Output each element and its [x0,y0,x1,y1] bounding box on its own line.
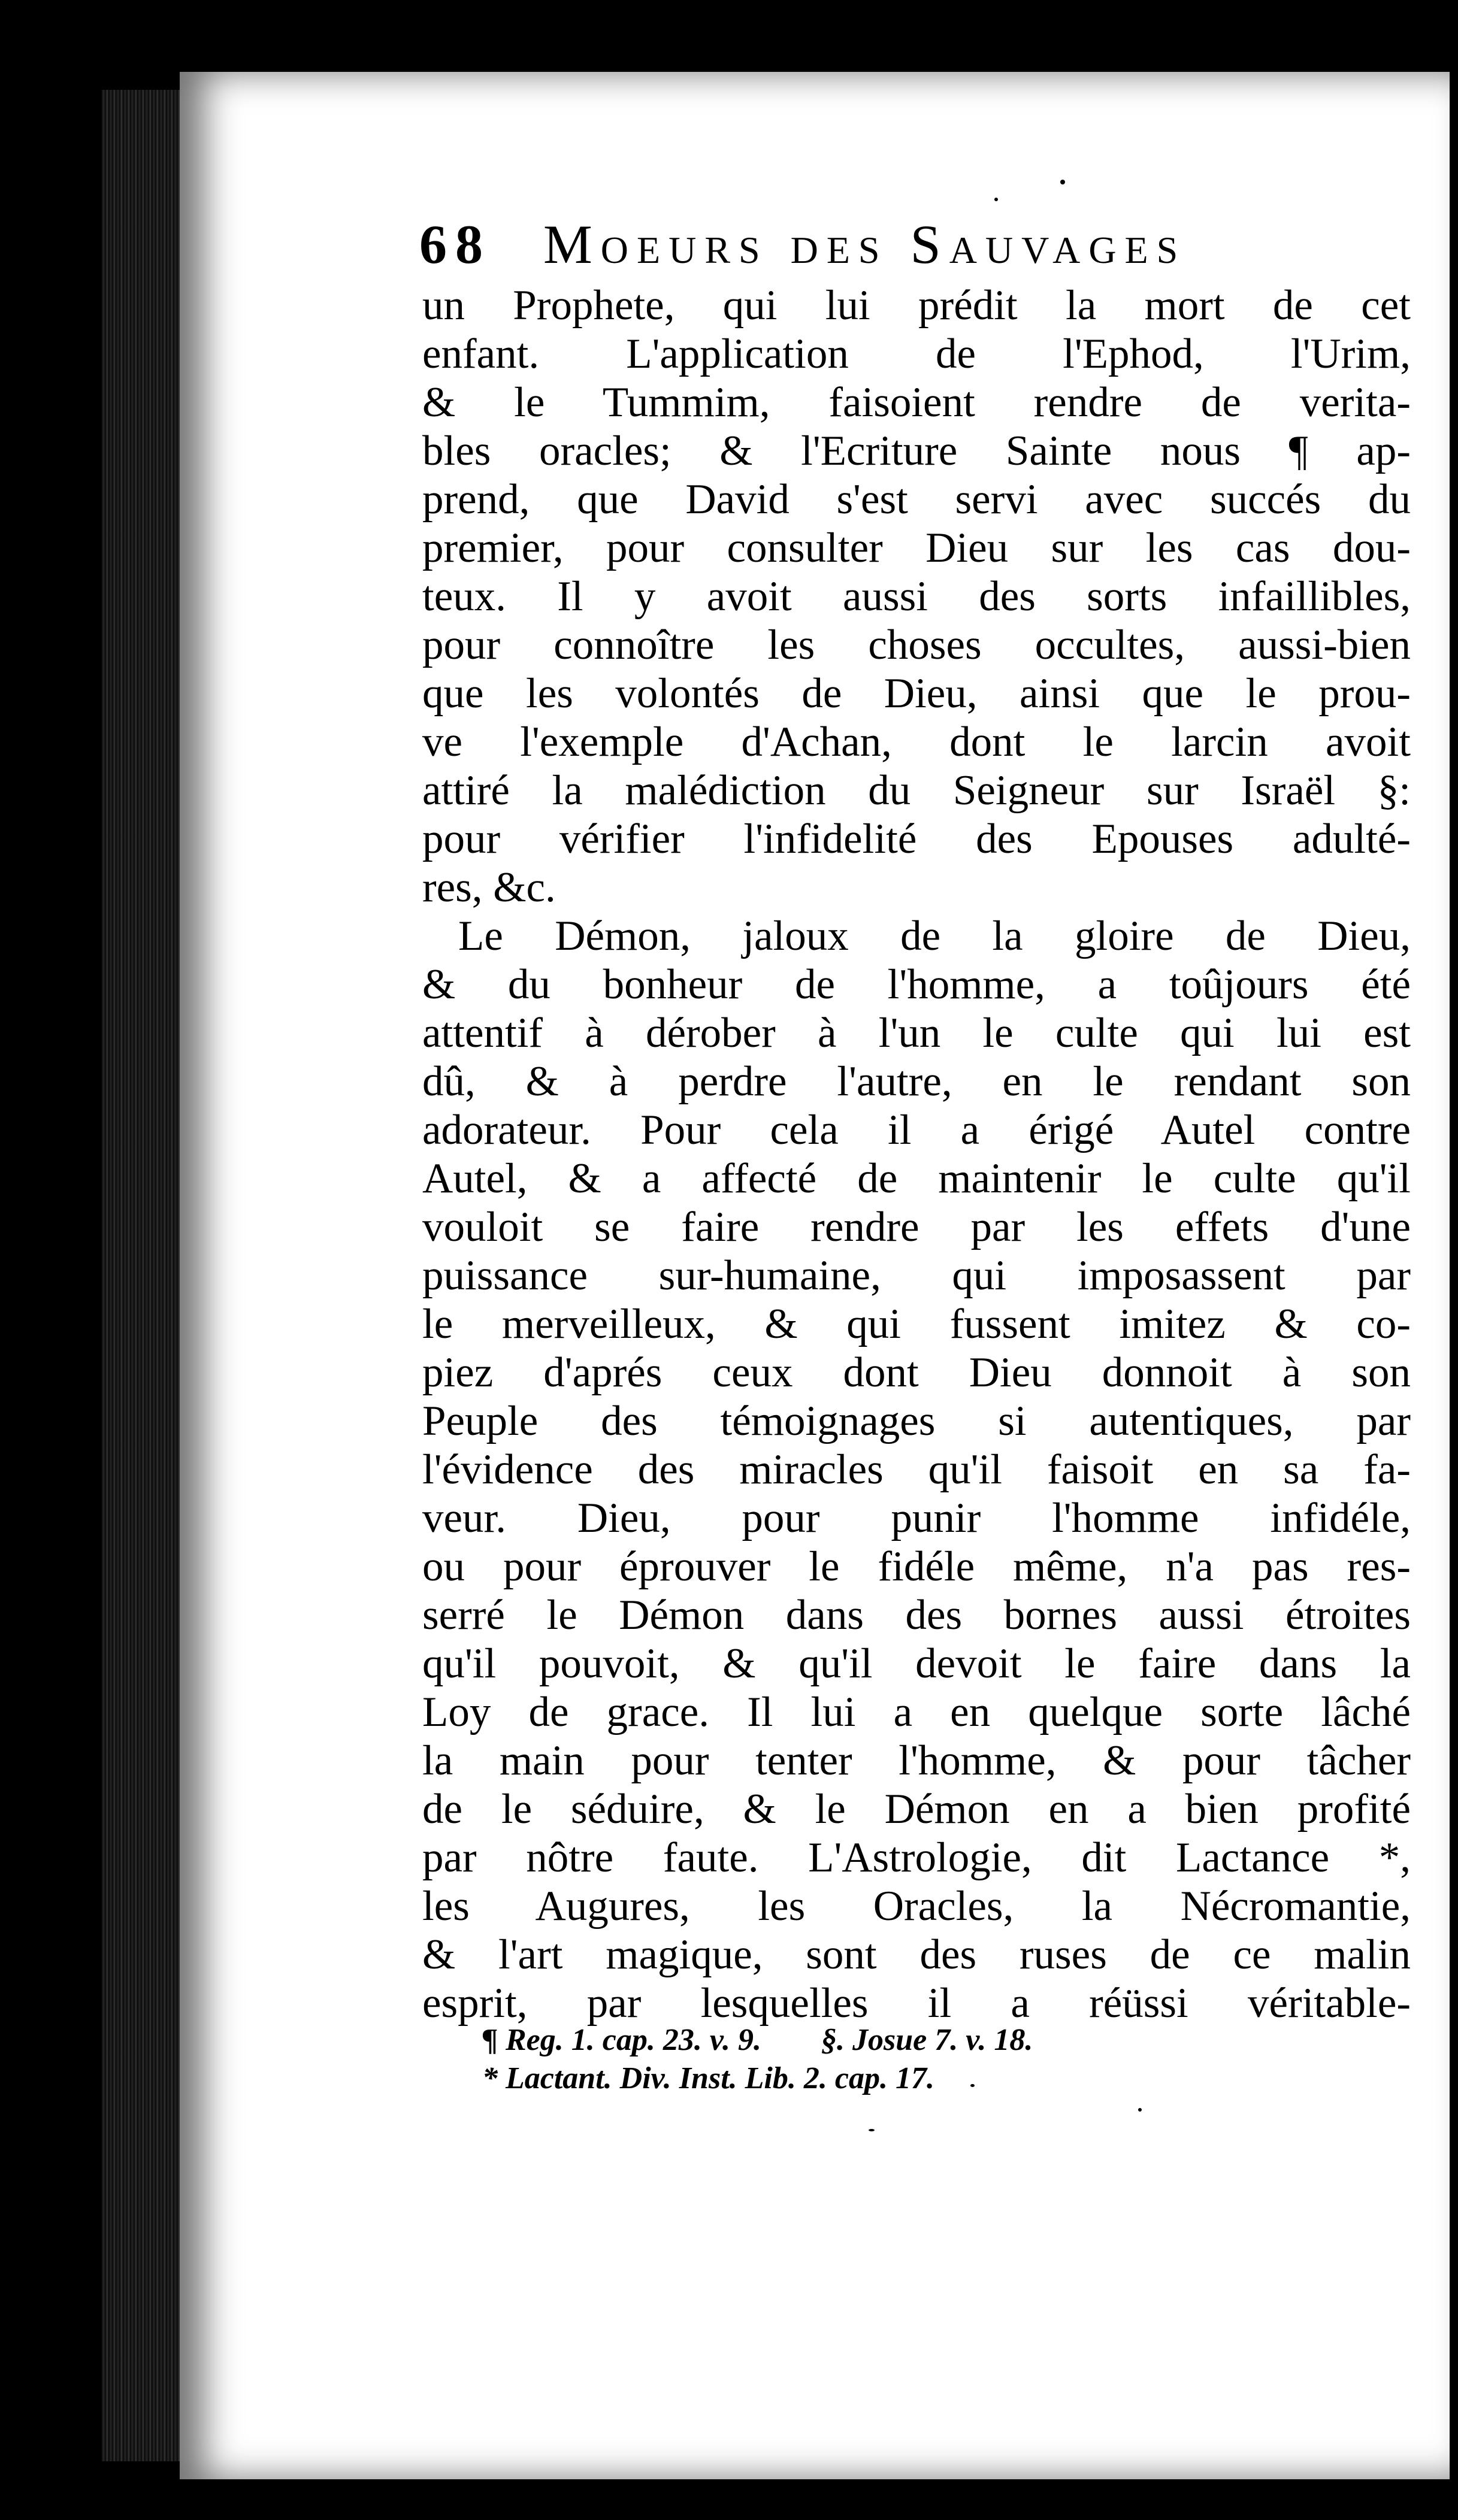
text-line: un Prophete, qui lui prédit la mort de cet [422,282,1411,329]
text-line: bles oracles; & l'Ecriture Sainte nous ¶ ap- [422,428,1411,474]
text-line: attiré la malédiction du Seigneur sur Israël §: [422,767,1411,814]
text-line: & le Tummim, faisoient rendre de verita- [422,379,1411,426]
footnote-line [482,2021,1351,2059]
text-line: & du bonheur de l'homme, a toûjours été [422,961,1411,1008]
text-line: enfant. L'application de l'Ephod, l'Urim, [422,331,1411,377]
text-line-paragraph-end: res, &c. [422,864,556,911]
text-line: que les volontés de Dieu, ainsi que le prou- [422,670,1411,717]
body-text [422,281,1411,2028]
text-line: de le séduire, & le Démon en a bien profité [422,1786,1411,1833]
footnote-lactance: * Lactant. Div. Inst. Lib. 2. cap. 17. [482,2061,934,2095]
text-line: Loy de grace. Il lui a en quelque sorte lâché [422,1689,1411,1735]
print-speck [869,2129,875,2131]
print-speck [994,198,998,201]
text-line-paragraph-start: Le Démon, jaloux de la gloire de Dieu, [458,913,1411,959]
page-number: 68 [419,214,491,275]
footnote-josue: §. Josue 7. v. 18. [821,2023,1033,2057]
text-line: ve l'exemple d'Achan, dont le larcin avoit [422,719,1411,765]
footnote-reg: ¶ Reg. 1. cap. 23. v. 9. [482,2023,761,2057]
text-line: le merveilleux, & qui fussent imitez & co- [422,1301,1411,1347]
text-line: esprit, par lesquelles il a réüssi véritable- [422,1980,1411,2027]
print-speck [1060,180,1065,184]
print-speck [1138,2108,1142,2112]
text-line: attentif à dérober à l'un le culte qui lui est [422,1010,1411,1056]
text-line: veur. Dieu, pour punir l'homme infidéle, [422,1495,1411,1541]
running-title: Moeurs des Sauvages [543,214,1187,275]
text-line: qu'il pouvoit, & qu'il devoit le faire dans la [422,1640,1411,1687]
text-line: & l'art magique, sont des ruses de ce malin [422,1931,1411,1978]
text-line: adorateur. Pour cela il a érigé Autel contre [422,1107,1411,1153]
text-line: dû, & à perdre l'autre, en le rendant son [422,1058,1411,1105]
text-line: pour connoître les choses occultes, aussi-bien [422,622,1411,668]
text-line: puissance sur-humaine, qui imposassent par [422,1252,1411,1299]
print-speck [970,2084,975,2087]
text-line: serré le Démon dans des bornes aussi étroites [422,1592,1411,1638]
text-line: les Augures, les Oracles, la Nécromantie, [422,1883,1411,1930]
text-line: Autel, & a affecté de maintenir le culte qu'il [422,1155,1411,1202]
text-line: ou pour éprouver le fidéle même, n'a pas res- [422,1543,1411,1590]
text-line: pour vérifier l'infidelité des Epouses adulté- [422,816,1411,862]
text-line: piez d'aprés ceux dont Dieu donnoit à son [422,1349,1411,1396]
text-line: Peuple des témoignages si autentiques, par [422,1398,1411,1444]
text-line: la main pour tenter l'homme, & pour tâcher [422,1737,1411,1784]
text-line: par nôtre faute. L'Astrologie, dit Lactance *, [422,1834,1411,1881]
text-line: teux. Il y avoit aussi des sorts infaillibles, [422,573,1411,620]
running-head [419,213,1378,278]
book-binding-edge [102,90,186,2461]
text-line: l'évidence des miracles qu'il faisoit en sa fa- [422,1446,1411,1493]
footnotes [482,2021,1351,2098]
text-line: premier, pour consulter Dieu sur les cas dou- [422,525,1411,571]
footnote-line [482,2059,1351,2098]
text-line: vouloit se faire rendre par les effets d'une [422,1204,1411,1250]
text-line: prend, que David s'est servi avec succés du [422,476,1411,523]
